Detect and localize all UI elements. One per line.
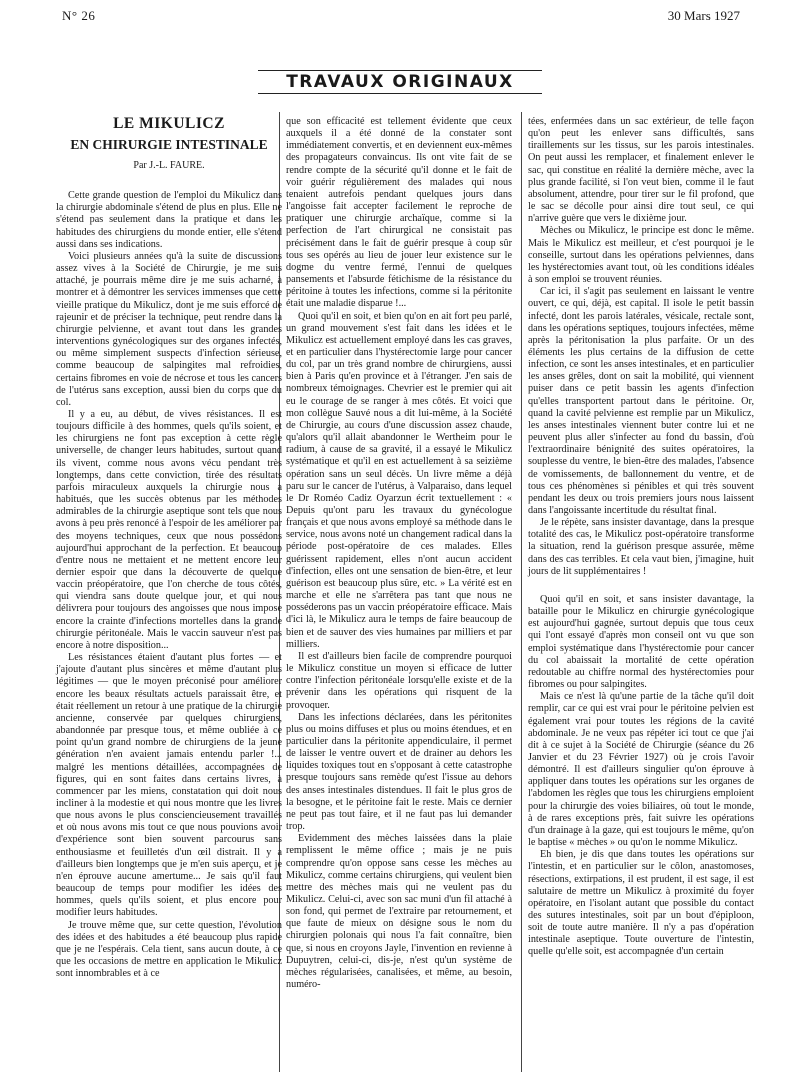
issue-date: 30 Mars 1927: [667, 8, 740, 23]
paragraph: que son efficacité est tellement évidente que ceux auxquels il a été donné de la constater sont immédiatement convertis, et en deviennent eux-mêmes des propagateurs convaincus. Ils ont vite fait de se rendre compte de la sécurité qu'il donne et le fait de voir guérir régulièrement des malades qui nous tenaient autrefois pendant quelques jours dans l'angoisse fait accepter facilement le reproche de pratiquer une chirurgie archaïque, comme si la perfection de l'art chirurgical ne consistait pas précisément dans le fait de guérir presque à coup sûr tous ses opérés au lieu de jouer leur existence sur le dogme du ventre fermé, l'ennui de quelques pansements et l'absurde fétichisme de la résistance du péritoine à toutes les infections, comme si la péritonite était une maladie disparue !...: [286, 116, 512, 310]
paragraph: Voici plusieurs années qu'à la suite de discussions assez vives à la Société de Chirurgie, je me suis attaché, je pourrais même dire je me suis acharné, à montrer et à démontrer les services immenses que cette vieille pratique du Mikulicz, dont je me suis efforcé de rajeunir et de préciser la technique, peut rendre dans la chirurgie pelvienne, et avant tout dans les grandes interventions gynécologiques sur des organes infectés, ou même simplement suspects d'infection sérieuse, comme beaucoup de salpingites mal refroidies, certains fibromes en voie de nécrose et tous les cancers de l'utérus sans exception, aussi bien du corps que du col.: [56, 250, 282, 408]
article-title: LE MIKULICZ: [113, 115, 225, 132]
paragraph: tées, enfermées dans un sac extérieur, de telle façon qu'on peut les enlever sans difficultés, sans tiraillements sur les tissus, sur les parois intestinales. On peut aussi les remplacer, et finalement enlever le sac, qui constitue en réalité la dernière mèche, avec la plus grande facilité, si l'on veut bien, comme il le faut absolument, attendre, pour tirer sur le fil profond, que le sac se décolle pour ainsi dire tout seul, ce qui n'arrive guère que vers le dixième jour.: [528, 116, 754, 225]
paragraph: Evidemment des mèches laissées dans la plaie remplissent le même office ; mais je ne puis comprendre qu'on oppose sans cesse les mèches au Mikulicz, comme certains chirurgiens, qui veulent bien mettre des mèches mais qui ne veulent pas du Mikulicz. Celui-ci, avec son sac muni d'un fil attaché à son fond, qui permet de l'extraire par retournement, et que faute de mieux on désigne sous le nom du chirurgien polonais qui nous l'a fait connaître, bien que, si nous en croyons Jayle, l'invention en revienne à Dupuytren, celui-ci, dis-je, n'est qu'un système de mèches régularisées, canalisées, et même, au besoin, numéro-: [286, 833, 512, 991]
paragraph: Je le répète, sans insister davantage, dans la presque totalité des cas, le Mikulicz post-opératoire transforme la situation, rend la guérison presque assurée, même dans des cas terribles. Et cela vaut bien, j'imagine, huit jours de lit supplémentaires !: [528, 517, 754, 577]
paragraph: Il y a eu, au début, de vives résistances. Il est toujours difficile à des hommes, quels qu'ils soient, et les chirurgiens ne font pas exception à cette règle universelle, de changer leurs habitudes, surtout quand ils vivent, comme nous avons vécu pendant très longtemps, dans cette conviction, tirée des résultats parfois miraculeux auxquels la chirurgie nous a habitués, que les succès obtenus par les méthodes admirables de la chirurgie aseptique sont tels que nous avons à peu près renoncé à l'espoir de les améliorer par des moyens techniques, ceux que nous possédons aujourd'hui approchant de la perfection. Et beaucoup d'entre nous ne mettaient et ne mettent encore leur dernier espoir que dans la découverte de quelque vaccin préopératoire, que l'on cherche de tous côtés, qui viendra sans doute quelque jour, et qui nous délivrera pour toujours des angoisses que nous impose encore la crainte d'infections mortelles dans la grande chirurgie péritonéale. Mais le vaccin sauveur n'est pas encore à notre disposition...: [56, 408, 282, 651]
section-rule-top: [258, 70, 542, 71]
article-byline: Par J.-L. FAURE.: [133, 160, 205, 171]
paragraph: Car ici, il s'agit pas seulement en laissant le ventre ouvert, ce qui, déjà, est capital. Il isole le petit bassin infecté, dont les parois latérales, vésicale, rectale sont, dans les opérations septiques, toujours infectées, même après la péritonisation la plus parfaite. Or un des éléments les plus certains de la diffusion de cette infection, ce sont les anses intestinales, et en particulier les anses grêles, dont on sait la mobilité, qui viennent puiser dans ce petit bassin les agents d'infection qu'elles transportent partout dans le péritoine. Or, quand la cavité pelvienne est remplie par un Mikulicz, les anses intestinales viennent buter contre lui et ne peuvent plus aller s'infecter au fond du bassin, d'où l'extraordinaire bénignité des suites opératoires, la souplesse du ventre, le bien-être des malades, l'absence de vomissements, de ballonnement du ventre, et de tous ces phénomènes si pénibles et qui très souvent pendant les deux ou trois premiers jours nous laissent dans l'angoissante incertitude du résultat final.: [528, 286, 754, 516]
paragraph: Je trouve même que, sur cette question, l'évolution des idées et des habitudes a été beaucoup plus rapide que je ne l'espérais. Cela tient, sans aucun doute, à ce que les occasions de mettre en application le Mikulicz sont innombrables et à ce: [56, 919, 282, 980]
paragraph: Quoi qu'il en soit, et bien qu'on en ait fort peu parlé, un grand mouvement s'est fait dans les idées et le Mikulicz est actuellement employé dans les cas graves, et en particulier dans l'hystérectomie large pour cancer du col, par un très grand nombre de chirurgiens, aussi bien à Paris qu'en province et à l'étranger. J'en sais de nombreux témoignages. Chevrier est le premier qui ait eu le courage de se ranger à mes côtés. Et voici que mon collègue Sauvé nous a dit lui-même, à la Société de Chirurgie, au cours d'une discussion assez chaude, qu'alors qu'il allait abandonner le Wertheim pour le radium, à cause de sa gravité, il a essayé le Mikulicz systématique et qu'il en est actuellement à sa seizième opération sans un seul décès. Un livre même a déjà paru sur le cancer de l'utérus, à Valparaiso, dans lequel le Dr Roméo Cadiz Oyarzun écrit textuellement : « Depuis qu'ont paru les travaux du gynécologue français et que nous avons employé sa méthode dans le service, nous avons noté un changement radical dans la période post-opératoire de ces malades. Elles guérissent rapidement, elles n'ont aucun accident d'infection, elles ont une sensation de bien-être, et leur guérison est beaucoup plus sûre, etc. » La vérité est en marche et elle ne s'arrêtera pas tant que nous ne posséderons pas un vaccin préopératoire efficace. Mais d'ici là, le Mikulicz aura le temps de faire beaucoup de bien et de sauver des vies humaines par milliers et par milliers.: [286, 310, 512, 650]
paragraph: Quoi qu'il en soit, et sans insister davantage, la bataille pour le Mikulicz en chirurgie gynécologique est aujourd'hui gagnée, surtout depuis que tous ceux qui l'ont essayé d'après mon conseil ont vu que son emploi systématique dans l'hystérectomie pour cancer du col abaissait la mortalité de cette opération redoutable au chiffre normal des hystérectomies pour fibromes ou pour salpingites.: [528, 593, 754, 691]
paragraph: Cette grande question de l'emploi du Mikulicz dans la chirurgie abdominale s'étend de plus en plus. Elle ne s'étend pas seulement dans la pratique et dans les habitudes des chirurgiens du monde entier, elle s'étend aussi dans ses indications.: [56, 190, 282, 250]
issue-number: N° 26: [62, 8, 96, 23]
column-2: [286, 116, 512, 991]
section-title: TRAVAUX ORIGINAUX: [286, 72, 514, 92]
paragraph: Les résistances étaient d'autant plus fortes — et j'ajoute d'autant plus sincères et même d'autant plus légitimes — que le moyen préconisé pour améliorer encore les beaux résultats actuels paraissait être, et était réellement un retour à une pratique de la chirurgie ancienne, conservée par quelques chirurgiens, abandonnée par presque tous, et même oubliée à ce point qu'un grand nombre de chirurgiens de la jeune génération n'en avaient jamais entendu parler !... malgré les mentions détaillées, accompagnées de figures, qui en sont faites dans certains livres, à commencer par les miens, constatation qui doit nous incliner à la modestie et qui nous montre que les livres que nous avons le plus consciencieusement travaillés et où nous avons mis tout ce que nous pouvions avoir d'expérience sont bien souvent parcourus sans enthousiasme et feuilletés d'un œil distrait. Il y a d'ailleurs bien longtemps que je m'en suis aperçu, et je n'en éprouve aucune amertume... Je sais qu'il faut beaucoup de temps pour modifier les idées des hommes, quels qu'ils soient, et plus encore pour modifier leurs habitudes.: [56, 652, 282, 919]
section-break: [528, 578, 754, 594]
paragraph: Dans les infections déclarées, dans les péritonites plus ou moins diffuses et plus ou moins étendues, et en particulier dans la péritonite appendiculaire, il permet de laisser le ventre ouvert et de drainer au dehors les liquides toxiques tout en s'opposant à cette catastrophe presque toujours sans remède qu'est l'issue au dehors des anses intestinales distendues. Il fait le plus gros de la besogne, et le péritoine fait le reste. Mais ce dernier ne peut pas tout faire, et il ne faut pas lui demander trop.: [286, 711, 512, 833]
section-rule-bottom: [258, 93, 542, 94]
article-subtitle: EN CHIRURGIE INTESTINALE: [70, 137, 268, 152]
column-1: [56, 112, 282, 980]
paragraph: Mais ce n'est là qu'une partie de la tâche qu'il doit remplir, car ce qui est vrai pour le péritoine pelvien est également vrai pour toutes les régions de la cavité abdominale. Je ne veux pas répéter ici tout ce que j'ai dit à ce sujet à la Société de Chirurgie (séance du 26 Janvier et du 23 Février 1927) où je crois l'avoir démontré. Il est d'ailleurs singulier qu'on éprouve à appliquer dans toutes les opérations sur les organes de l'abdomen les règles que tous les chirurgiens emploient pour la chirurgie des voies biliaires, où tout le monde, à de rares exceptions près, fait suivre les opérations d'un drainage à la gaze, qui est toujours le même, qu'on le baptise « mèches » ou qu'on le nomme Mikulicz.: [528, 691, 754, 849]
column-divider: [521, 112, 522, 1072]
column-3: [528, 116, 754, 959]
paragraph: Eh bien, je dis que dans toutes les opérations sur l'intestin, et en particulier sur le côlon, anastomoses, résections, extirpations, il est prudent, il est sage, il est salutaire de mettre un Mikulicz à proximité du foyer opératoire, en l'isolant autant que possible du contact des sutures intestinales, soit par un bout d'épiploon, soit de toute autre manière. Il n'y a pas d'opération intestinale aseptique. Toute ouverture de l'intestin, quelle qu'elle soit, est accompagnée d'un certain: [528, 849, 754, 958]
paragraph: Mèches ou Mikulicz, le principe est donc le même. Mais le Mikulicz est meilleur, et c'est pourquoi je le conseille, surtout dans les opérations pelviennes, dans les hystérectomies avant tout, où les conditions idéales à son emploi se trouvent réunies.: [528, 225, 754, 286]
paragraph: Il est d'ailleurs bien facile de comprendre pourquoi le Mikulicz constitue un moyen si efficace de lutter contre l'infection péritonéale lorsqu'elle existe et de la prévenir dans les opérations qui risquent de la provoquer.: [286, 650, 512, 711]
